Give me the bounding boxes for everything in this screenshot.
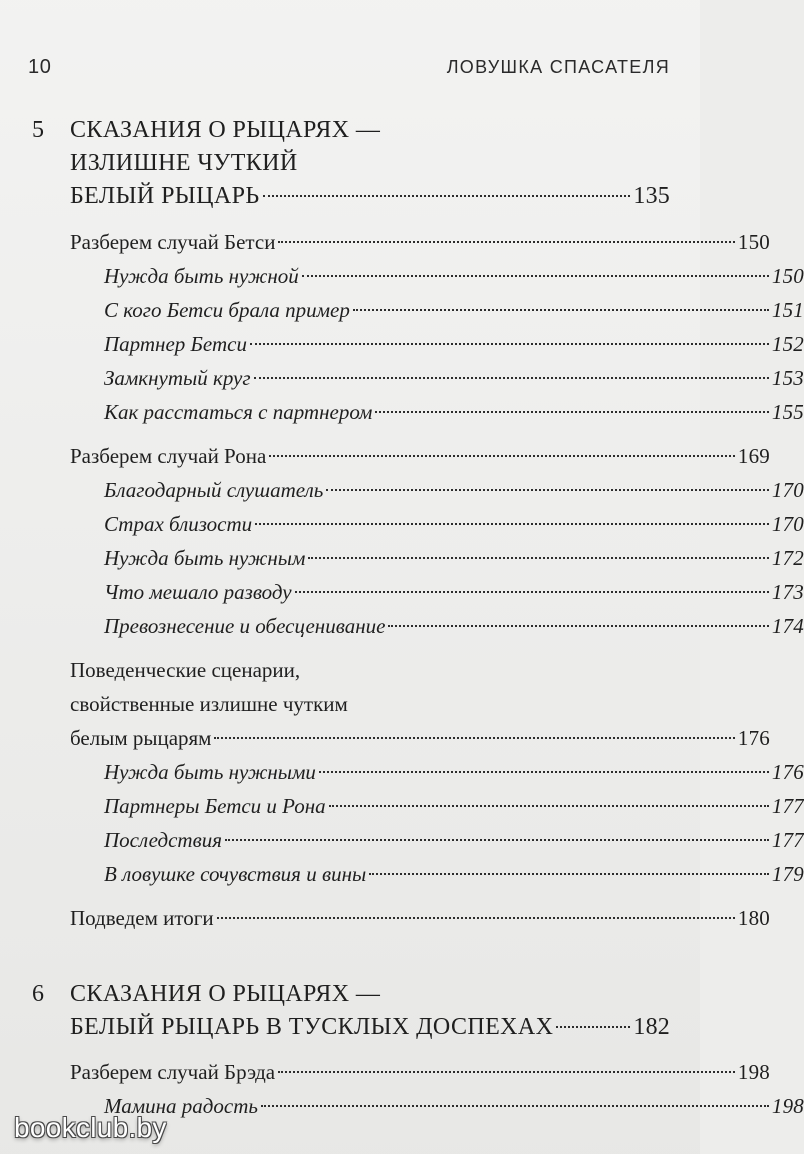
toc-subentry: [104, 366, 804, 400]
toc-entry: [70, 230, 770, 264]
toc-entry-label: Последствия: [104, 828, 222, 852]
chapter-title-row: [70, 1011, 670, 1044]
chapter-title-line: СКАЗАНИЯ О РЫЦАРЯХ —: [70, 981, 381, 1007]
toc-entry-label: белым рыцарям: [70, 726, 212, 750]
toc-subentry: [104, 580, 804, 614]
toc-entry-label: Подведем итоги: [70, 906, 214, 930]
chapter-title-line: СКАЗАНИЯ О РЫЦАРЯХ —: [70, 117, 381, 143]
dot-leader: [254, 377, 769, 379]
dot-leader: [319, 771, 769, 773]
toc-subentry: [104, 794, 804, 828]
chapter-5-heading: [32, 114, 670, 213]
page-ref: 198: [737, 1060, 770, 1084]
toc-subentry: [104, 760, 804, 794]
dot-leader: [263, 195, 631, 197]
dot-leader: [302, 275, 769, 277]
toc-subentry: [104, 1094, 804, 1128]
dot-leader: [269, 455, 735, 457]
page-ref: 198: [771, 1094, 804, 1118]
running-head: [28, 56, 670, 79]
page-ref: 150: [737, 230, 770, 254]
dot-leader: [353, 309, 769, 311]
toc-entry-label: Разберем случай Рона: [70, 444, 267, 468]
toc-subentry: [104, 264, 804, 298]
chapter-title-row: [70, 180, 670, 213]
toc-entry-label: Нужда быть нужным: [104, 546, 306, 570]
page-ref: 179: [771, 862, 804, 886]
chapter-title-line: ИЗЛИШНЕ ЧУТКИЙ: [70, 150, 298, 176]
toc-subentry: [104, 862, 804, 896]
toc-entry-label: Превознесение и обесценивание: [104, 614, 386, 638]
page-ref: 170: [771, 512, 804, 536]
chapter-title: [70, 114, 670, 213]
toc-entry-label: Партнер Бетси: [104, 332, 247, 356]
toc-subentry: [104, 546, 804, 580]
toc-subentry: [104, 614, 804, 648]
dot-leader: [326, 489, 769, 491]
dot-leader: [308, 557, 768, 559]
page-ref: 135: [633, 183, 670, 209]
dot-leader: [225, 839, 769, 841]
page-ref: 150: [771, 264, 804, 288]
book-title: ЛОВУШКА СПАСАТЕЛЯ: [446, 57, 670, 77]
page-ref: 176: [771, 760, 804, 784]
toc-group-title-line: Поведенческие сценарии,: [70, 658, 301, 682]
toc-entry-label: Как расстаться с партнером: [104, 400, 373, 424]
dot-leader: [255, 523, 769, 525]
toc-entry-label: Партнеры Бетси и Рона: [104, 794, 326, 818]
toc-entry-label: Нужда быть нужной: [104, 264, 299, 288]
page-ref: 173: [771, 580, 804, 604]
page-ref: 172: [771, 546, 804, 570]
toc-entry: [70, 726, 770, 760]
page-ref: 153: [771, 366, 804, 390]
page-ref: 182: [633, 1014, 670, 1040]
toc-entry-label: Страх близости: [104, 512, 253, 536]
toc-entry: [70, 906, 770, 940]
chapter-title-line: БЕЛЫЙ РЫЦАРЬ В ТУСКЛЫХ ДОСПЕХАХ: [70, 1014, 554, 1040]
toc-subentry: [104, 512, 804, 546]
toc-entry: [70, 444, 770, 478]
chapter-number: 6: [32, 981, 45, 1007]
toc-entry-label: В ловушке сочувствия и вины: [104, 862, 367, 886]
chapter-title: [70, 978, 670, 1044]
chapter-number: 5: [32, 117, 45, 143]
dot-leader: [375, 411, 768, 413]
page-ref: 177: [771, 828, 804, 852]
site-watermark: bookclub.by: [14, 1112, 167, 1143]
toc-entry-label: С кого Бетси брала пример: [104, 298, 350, 322]
dot-leader: [369, 873, 769, 875]
toc-entry-label: Благодарный слушатель: [104, 478, 324, 502]
dot-leader: [556, 1026, 630, 1028]
toc-entry-label: Разберем случай Брэда: [70, 1060, 276, 1084]
toc-entry-label: Разберем случай Бетси: [70, 230, 276, 254]
page-ref: 176: [737, 726, 770, 750]
toc-entry-label: Мамина радость: [104, 1094, 258, 1118]
page-number: 10: [28, 56, 52, 78]
toc-entry-label: Замкнутый круг: [104, 366, 251, 390]
chapter-title-line: БЕЛЫЙ РЫЦАРЬ: [70, 183, 260, 209]
page-ref: 177: [771, 794, 804, 818]
dot-leader: [217, 917, 735, 919]
page-ref: 155: [771, 400, 804, 424]
toc-entry-label: Что мешало разводу: [104, 580, 292, 604]
page-ref: 152: [771, 332, 804, 356]
page-ref: 180: [737, 906, 770, 930]
chapter-6-heading: [32, 978, 670, 1044]
toc-subentry: [104, 828, 804, 862]
toc-entry: [70, 1060, 770, 1094]
dot-leader: [388, 625, 768, 627]
toc-subentry: [104, 478, 804, 512]
toc-subentry: [104, 298, 804, 332]
page-ref: 169: [737, 444, 770, 468]
dot-leader: [250, 343, 769, 345]
toc-subentry: [104, 400, 804, 434]
toc-entry-label: Нужда быть нужными: [104, 760, 316, 784]
page-ref: 151: [771, 298, 804, 322]
page-ref: 170: [771, 478, 804, 502]
page-ref: 174: [771, 614, 804, 638]
dot-leader: [295, 591, 769, 593]
toc-subentry: [104, 332, 804, 366]
toc-group-title-line: свойственные излишне чутким: [70, 692, 348, 716]
dot-leader: [278, 241, 734, 243]
dot-leader: [214, 737, 734, 739]
dot-leader: [261, 1105, 769, 1107]
dot-leader: [329, 805, 769, 807]
dot-leader: [278, 1071, 735, 1073]
